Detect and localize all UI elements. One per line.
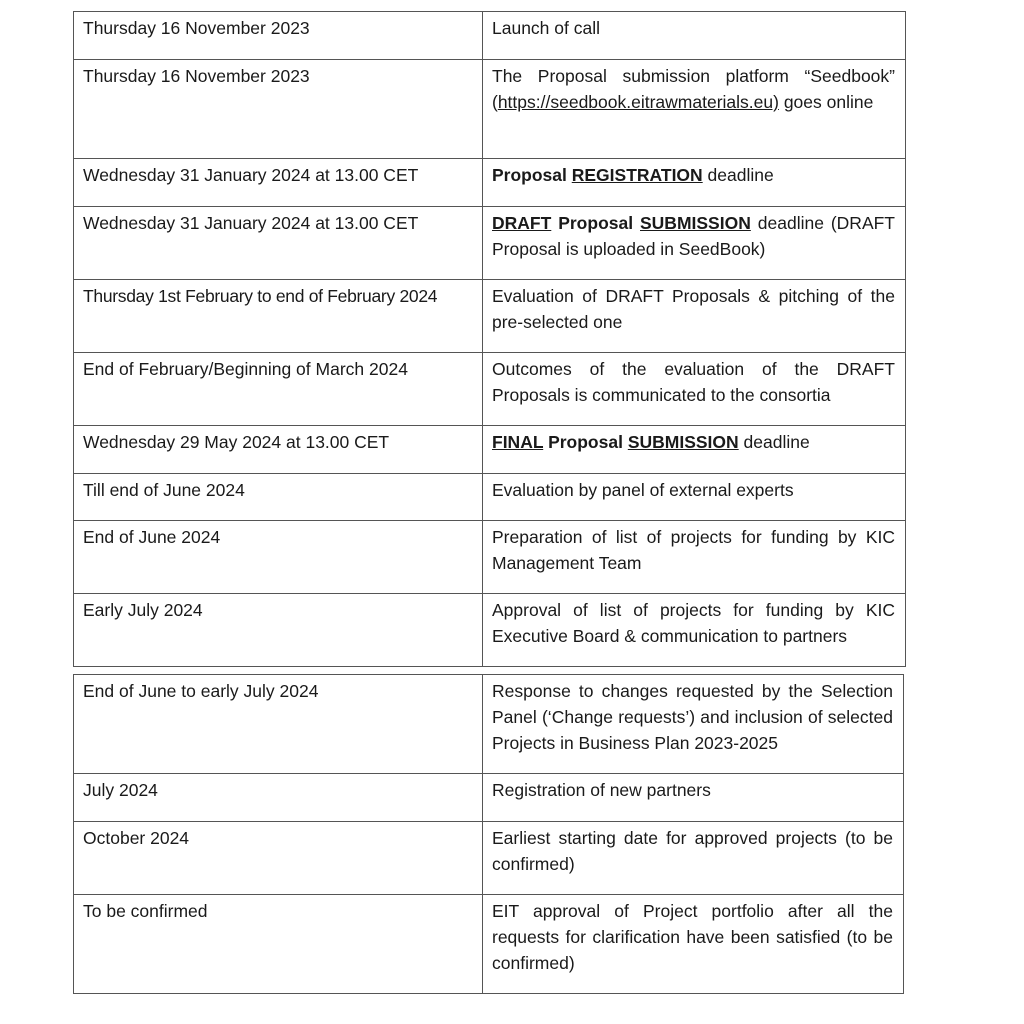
- date-cell: Thursday 1st February to end of February 2024: [74, 280, 483, 353]
- event-cell: Response to changes requested by the Selection Panel (‘Change requests’) and inclusion of selected Projects in Business Plan 2023-2025: [483, 675, 904, 774]
- table-row: [74, 12, 906, 60]
- date-cell: Thursday 16 November 2023: [74, 60, 483, 159]
- timeline-table-1: [73, 11, 906, 667]
- event-cell: Earliest starting date for approved projects (to be confirmed): [483, 822, 904, 895]
- event-text: deadline: [702, 165, 774, 185]
- event-text-bold-underlined: REGISTRATION: [571, 165, 703, 185]
- date-cell: Wednesday 31 January 2024 at 13.00 CET: [74, 207, 483, 280]
- table-row: [74, 426, 906, 474]
- date-cell: Till end of June 2024: [74, 474, 483, 521]
- event-text: deadline (DRAFT Proposal is uploaded in SeedBook): [492, 213, 895, 259]
- seedbook-link[interactable]: https://seedbook.eitrawmaterials.eu): [497, 92, 779, 112]
- event-text: goes online: [778, 92, 874, 112]
- event-cell: [483, 159, 906, 207]
- event-text-bold: Proposal: [543, 432, 628, 452]
- event-text-bold-underlined: SUBMISSION: [627, 432, 739, 452]
- event-cell: [483, 60, 906, 159]
- table-row: [74, 60, 906, 159]
- timeline-table-2: [73, 674, 904, 994]
- date-cell: Early July 2024: [74, 594, 483, 667]
- date-cell: Wednesday 31 January 2024 at 13.00 CET: [74, 159, 483, 207]
- event-cell: Preparation of list of projects for funding by KIC Management Team: [483, 521, 906, 594]
- event-cell: Approval of list of projects for funding by KIC Executive Board & communication to partners: [483, 594, 906, 667]
- table-row: [74, 280, 906, 353]
- table-row: [74, 207, 906, 280]
- date-cell: Wednesday 29 May 2024 at 13.00 CET: [74, 426, 483, 474]
- table-row: [74, 521, 906, 594]
- event-cell: Outcomes of the evaluation of the DRAFT Proposals is communicated to the consortia: [483, 353, 906, 426]
- table-row: [74, 895, 904, 994]
- event-cell: [483, 207, 906, 280]
- event-cell: Evaluation by panel of external experts: [483, 474, 906, 521]
- table-row: [74, 822, 904, 895]
- date-cell: End of June 2024: [74, 521, 483, 594]
- event-text-bold-underlined: DRAFT: [492, 213, 552, 233]
- event-text-bold-underlined: FINAL: [492, 432, 544, 452]
- date-cell: October 2024: [74, 822, 483, 895]
- table-row: [74, 353, 906, 426]
- event-cell: Launch of call: [483, 12, 906, 60]
- date-cell: End of June to early July 2024: [74, 675, 483, 774]
- event-text: The Proposal submission platform “Seedbook” (: [492, 66, 895, 112]
- event-text-bold-underlined: SUBMISSION: [640, 213, 751, 233]
- date-cell: Thursday 16 November 2023: [74, 12, 483, 60]
- event-cell: Registration of new partners: [483, 774, 904, 822]
- event-cell: [483, 426, 906, 474]
- date-cell: To be confirmed: [74, 895, 483, 994]
- table-row: [74, 474, 906, 521]
- event-text-bold: Proposal: [492, 165, 572, 185]
- table-row: [74, 159, 906, 207]
- table-row: [74, 774, 904, 822]
- table-row: [74, 594, 906, 667]
- date-cell: July 2024: [74, 774, 483, 822]
- event-cell: EIT approval of Project portfolio after all the requests for clarification have been satisfied (to be confirmed): [483, 895, 904, 994]
- date-cell: End of February/Beginning of March 2024: [74, 353, 483, 426]
- event-cell: Evaluation of DRAFT Proposals & pitching of the pre-selected one: [483, 280, 906, 353]
- table-row: [74, 675, 904, 774]
- event-text: deadline: [738, 432, 810, 452]
- event-text-bold: Proposal: [551, 213, 640, 233]
